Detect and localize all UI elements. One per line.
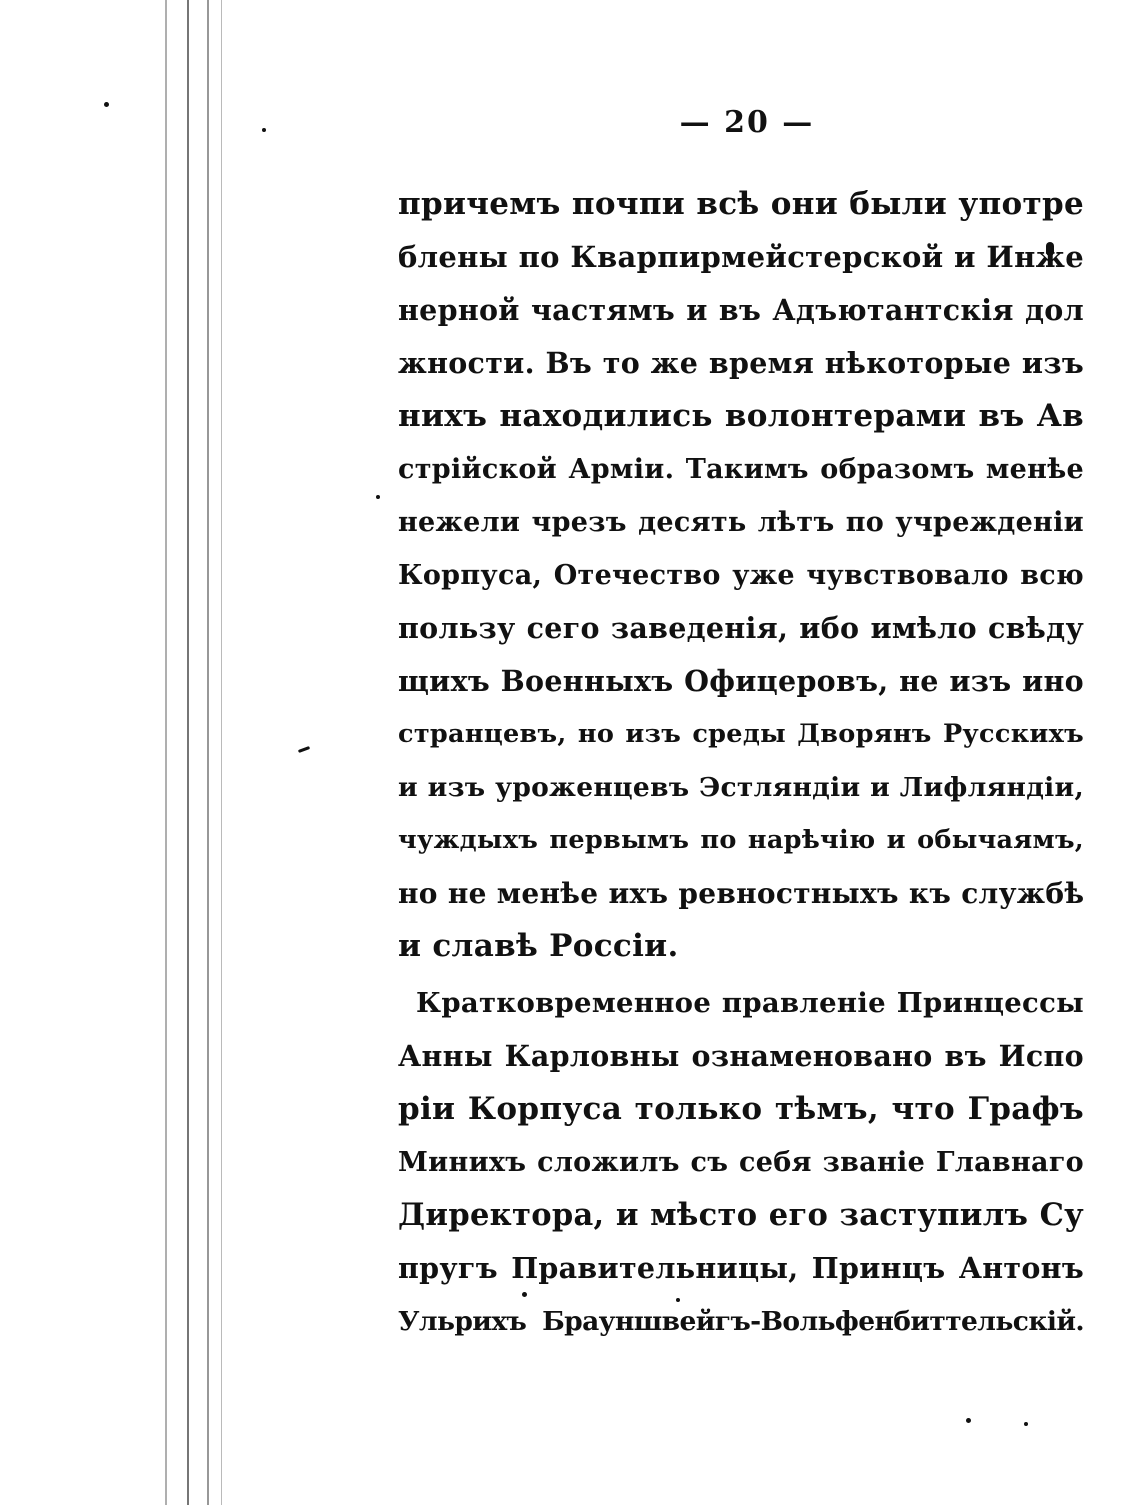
text-line: щихъ Военныхъ Офицеровъ, не изъ ино xyxy=(398,664,1084,698)
text-line: Анны Карловны ознаменовано въ Испо xyxy=(398,1039,1084,1073)
scan-speck xyxy=(1024,1422,1028,1426)
gutter-rule xyxy=(221,0,222,1505)
text-line: жности. Въ то же время нѣкоторые изъ xyxy=(398,346,1084,380)
body-text xyxy=(398,178,1084,1348)
text-line: Минихъ сложилъ съ себя званіе Главнаго xyxy=(398,1147,1084,1178)
text-line: пругъ Правительницы, Принцъ Антонъ xyxy=(398,1251,1084,1285)
text-line: ріи Корпуса только тѣмъ, что Графъ xyxy=(398,1091,1084,1127)
gutter-rule xyxy=(165,0,167,1505)
scan-speck xyxy=(966,1418,971,1423)
text-line: странцевъ, но изъ среды Дворянъ Русскихъ xyxy=(398,719,1084,749)
paragraph xyxy=(398,973,1084,1348)
text-line: чуждыхъ первымъ по нарѣчію и обычаямъ, xyxy=(398,825,1084,855)
scan-speck xyxy=(376,495,380,499)
binding-gutter xyxy=(155,0,235,1505)
text-line: блены по Кварпирмейстерской и Инже xyxy=(398,240,1084,274)
gutter-rule xyxy=(187,0,189,1505)
text-line: Кратковременное правленіе Принцессы xyxy=(416,987,1084,1019)
text-line: пользу сего заведенія, ибо имѣло свѣду xyxy=(398,611,1084,645)
text-line: и изъ уроженцевъ Эстляндіи и Лифляндіи, xyxy=(398,772,1084,803)
text-line: и славѣ Россіи. xyxy=(398,928,679,964)
text-line: нихъ находились волонтерами въ Ав xyxy=(398,398,1084,434)
text-line: причемъ почпи всѣ они были употре xyxy=(398,186,1084,222)
page-number: — 20 — xyxy=(679,105,815,140)
text-line: нерной частямъ и въ Адъютантскія дол xyxy=(398,293,1084,327)
text-line: Директора, и мѣсто его заступилъ Су xyxy=(398,1197,1084,1233)
text-line: но не менѣе ихъ ревностныхъ къ службѣ xyxy=(398,877,1084,910)
paragraph xyxy=(398,178,1084,973)
gutter-rule xyxy=(207,0,209,1505)
text-line: стрійской Арміи. Такимъ образомъ менѣе xyxy=(398,454,1084,485)
scan-speck xyxy=(298,746,310,753)
text-line: Корпуса, Отечество уже чувствовало всю xyxy=(398,560,1084,591)
text-line: нежели чрезъ десять лѣтъ по учрежденіи xyxy=(398,507,1084,538)
text-line: Ульрихъ Брауншвейгъ-Вольфенбиттельскій. xyxy=(398,1306,1084,1337)
